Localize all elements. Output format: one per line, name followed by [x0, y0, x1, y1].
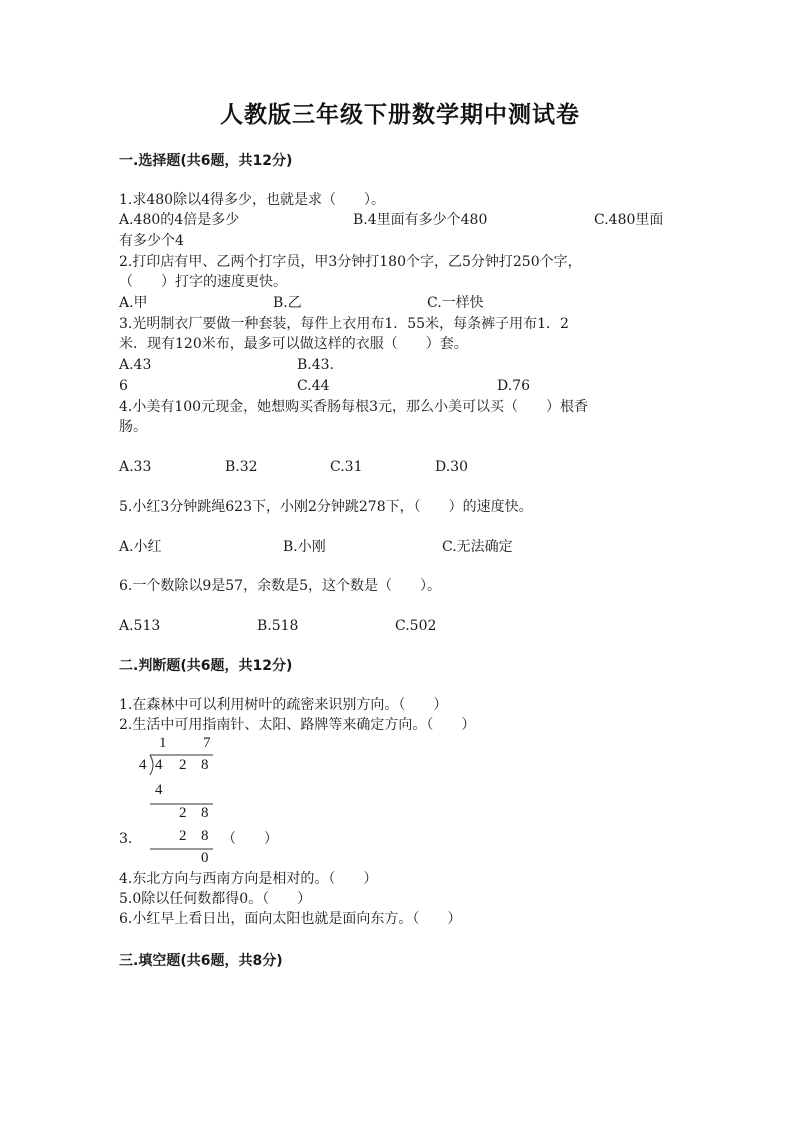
step2-digit-2: 8	[201, 805, 209, 821]
q3-option-a[interactable]: A.43	[119, 357, 152, 373]
q4-option-d[interactable]: D.30	[435, 459, 468, 475]
long-division-figure	[137, 735, 237, 870]
q4-stem-line2: 肠。	[119, 419, 147, 435]
q2-option-c[interactable]: C.一样快	[427, 295, 484, 311]
quotient-digit-1: 1	[159, 735, 167, 751]
q6-option-c[interactable]: C.502	[395, 618, 437, 634]
q3-stem-line2: 米．现有120米布，最多可以做这样的衣服（ ）套。	[119, 336, 468, 352]
q1-option-c[interactable]: C.480里面	[594, 212, 664, 228]
q2-option-a[interactable]: A.甲	[119, 295, 148, 311]
q4-stem-line1: 4.小美有100元现金，她想购买香肠每根3元，那么小美可以买（ ）根香	[119, 399, 588, 415]
q4-option-b[interactable]: B.32	[225, 459, 258, 475]
step1-product: 4	[155, 782, 163, 798]
q3-option-b[interactable]: B.43.	[297, 357, 335, 373]
judge-q1: 1.在森林中可以利用树叶的疏密来识别方向。（ ）	[119, 697, 448, 713]
division-lines	[137, 735, 237, 870]
quotient-digit-2: 7	[203, 735, 211, 751]
judge-q2: 2.生活中可用指南针、太阳、路牌等来确定方向。（ ）	[119, 717, 476, 733]
q3-option-b-cont: 6	[119, 378, 128, 394]
q1-stem: 1.求480除以4得多少，也就是求（ ）。	[119, 192, 385, 208]
q6-option-a[interactable]: A.513	[119, 618, 161, 634]
judge-q6: 6.小红早上看日出，面向太阳也就是面向东方。（ ）	[119, 911, 462, 927]
q5-option-c[interactable]: C.无法确定	[442, 539, 513, 555]
section-heading-choice: 一.选择题(共6题，共12分)	[119, 153, 293, 169]
q5-stem: 5.小红3分钟跳绳623下，小刚2分钟跳278下，（ ）的速度快。	[119, 499, 533, 515]
remainder: 0	[201, 850, 209, 866]
step3-digit-1: 2	[179, 828, 187, 844]
q3-option-c[interactable]: C.44	[297, 378, 330, 394]
dividend-digit-1: 4	[155, 757, 163, 773]
section-heading-judge: 二.判断题(共6题，共12分)	[119, 658, 293, 674]
q4-option-a[interactable]: A.33	[119, 459, 152, 475]
q3-option-d[interactable]: D.76	[497, 378, 530, 394]
q5-option-a[interactable]: A.小红	[119, 539, 162, 555]
q6-stem: 6.一个数除以9是57，余数是5，这个数是（ ）。	[119, 578, 441, 594]
q6-option-b[interactable]: B.518	[257, 618, 299, 634]
q2-stem-line1: 2.打印店有甲、乙两个打字员，甲3分钟打180个字，乙5分钟打250个字，	[119, 254, 582, 270]
q3-stem-line1: 3.光明制衣厂要做一种套装，每件上衣用布1．55米，每条裤子用布1．2	[119, 316, 569, 332]
q2-option-b[interactable]: B.乙	[273, 295, 302, 311]
dividend-digit-3: 8	[201, 757, 209, 773]
q2-stem-line2: （ ）打字的速度更快。	[119, 274, 287, 290]
q1-option-b[interactable]: B.4里面有多少个480	[353, 212, 488, 228]
divisor: 4	[139, 757, 147, 773]
step3-digit-2: 8	[201, 828, 209, 844]
page-title: 人教版三年级下册数学期中测试卷	[220, 102, 580, 128]
dividend-digit-2: 2	[179, 757, 187, 773]
q1-option-c-cont: 有多少个4	[119, 233, 184, 249]
judge-q3-number: 3.	[119, 831, 133, 847]
q1-option-a[interactable]: A.480的4倍是多少	[119, 212, 240, 228]
judge-q3-answer-blank: （ ）	[222, 831, 278, 847]
q4-option-c[interactable]: C.31	[330, 459, 363, 475]
q5-option-b[interactable]: B.小刚	[283, 539, 326, 555]
judge-q4: 4.东北方向与西南方向是相对的。（ ）	[119, 871, 378, 887]
judge-q5: 5.0除以任何数都得0。（ ）	[119, 891, 312, 907]
step2-digit-1: 2	[179, 805, 187, 821]
section-heading-fill: 三.填空题(共6题，共8分)	[119, 953, 283, 969]
